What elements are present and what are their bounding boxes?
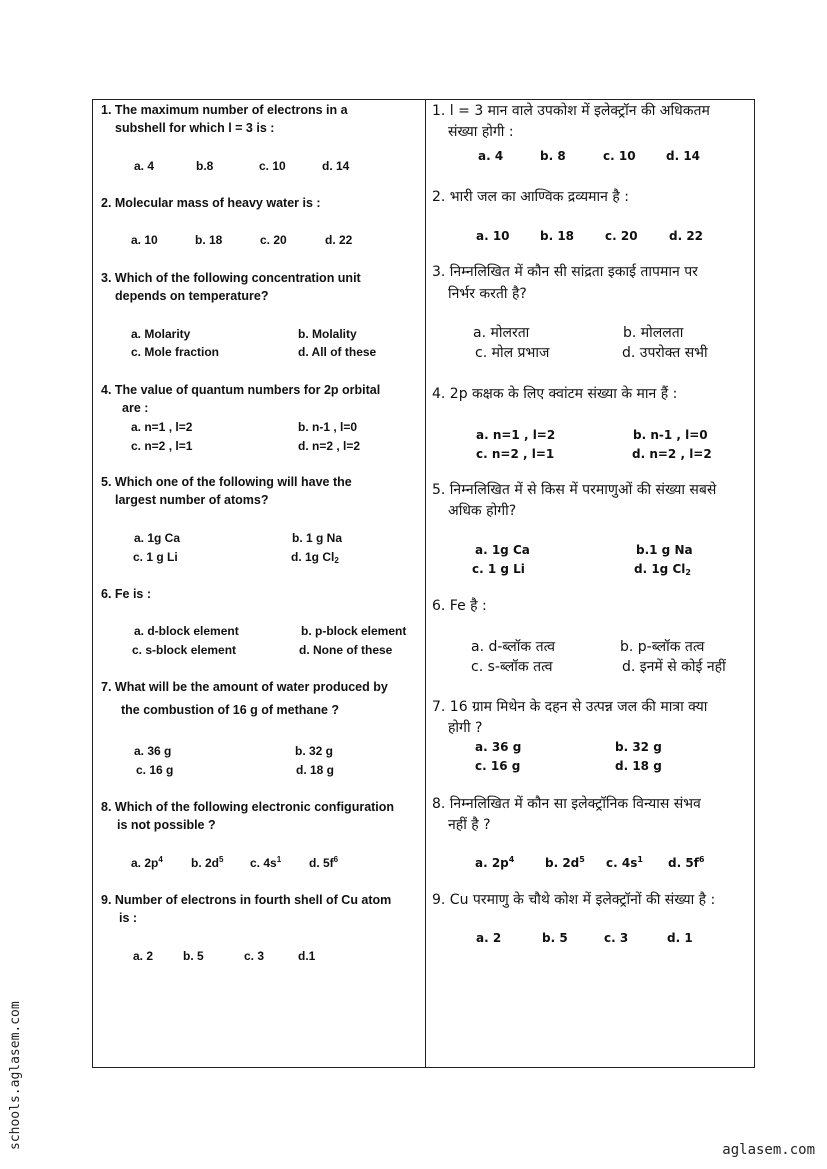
option-d: d. 18 g xyxy=(296,763,335,777)
question-2-text: 2. भारी जल का आण्विक द्रव्यमान है : xyxy=(432,189,629,205)
option-b: b.8 xyxy=(196,159,214,173)
option-d: d. All of these xyxy=(298,345,377,359)
option-a: a. n=1 , l=2 xyxy=(131,420,193,434)
option-c: c. 10 xyxy=(259,159,286,173)
option-a: a. 36 g xyxy=(475,740,522,754)
question-7-text: 7. What will be the amount of water produced by xyxy=(101,680,388,694)
option-a: a. 10 xyxy=(131,233,158,247)
option-a: a. 4 xyxy=(478,149,504,163)
question-1-text: 1. The maximum number of electrons in a xyxy=(101,103,348,117)
option-a: a. मोलरता xyxy=(473,325,530,341)
option-c: c. 1 g Li xyxy=(133,550,178,564)
option-b: b. 5 xyxy=(183,949,204,963)
option-b: b. 5 xyxy=(542,931,568,945)
question-7-text: 7. 16 ग्राम मिथेन के दहन से उत्पन्न जल की मात्रा क्या xyxy=(432,699,708,715)
option-c: c. n=2 , l=1 xyxy=(476,447,555,461)
option-d: d. $5f^6$ xyxy=(309,855,339,870)
question-2-text: 2. Molecular mass of heavy water is : xyxy=(101,196,321,210)
option-b: b.1 g Na xyxy=(636,543,693,557)
question-9-text-cont: is : xyxy=(119,911,138,925)
option-b: b. मोललता xyxy=(623,325,684,341)
option-a: a. n=1 , l=2 xyxy=(476,428,556,442)
option-c: c. 20 xyxy=(605,229,638,243)
column-divider xyxy=(425,100,426,1067)
question-3-text: 3. निम्नलिखित में कौन सी सांद्रता इकाई तापमान पर xyxy=(432,264,698,280)
option-b: b. p-block element xyxy=(301,624,407,638)
option-d: d. n=2 , l=2 xyxy=(632,447,712,461)
option-c: c. 3 xyxy=(244,949,265,963)
option-c: c. s-ब्लॉक तत्व xyxy=(471,659,553,675)
question-3-text-cont: निर्भर करती है? xyxy=(448,286,527,302)
option-d: d. उपरोक्त सभी xyxy=(622,345,708,361)
question-5-text-cont: largest number of atoms? xyxy=(115,493,269,507)
option-d: d. $5f^6$ xyxy=(668,855,705,870)
option-c: c. Mole fraction xyxy=(131,345,220,359)
option-a: a. $2p^4$ xyxy=(475,855,515,870)
option-b: b. 32 g xyxy=(295,744,334,758)
option-b: b. n-1 , l=0 xyxy=(298,420,358,434)
option-c: c. n=2 , l=1 xyxy=(131,439,193,453)
option-a: a. $2p^4$ xyxy=(131,855,163,870)
option-c: c. s-block element xyxy=(132,643,237,657)
question-8-text: 8. निम्नलिखित में कौन सा इलेक्ट्रॉनिक विन्यास संभव xyxy=(432,796,701,812)
side-watermark: schools.aglasem.com xyxy=(8,1001,23,1150)
question-5-text-cont: अधिक होगी? xyxy=(448,503,517,519)
option-a: a. 1g Ca xyxy=(134,531,181,545)
option-d: d. 14 xyxy=(322,159,350,173)
option-d: d. 14 xyxy=(666,149,701,163)
question-7-text-cont: the combustion of 16 g of methane ? xyxy=(121,703,340,717)
option-a: a. 2 xyxy=(476,931,502,945)
option-d: d. n=2 , l=2 xyxy=(298,439,361,453)
option-c: c. 16 g xyxy=(136,763,174,777)
option-a: a. 36 g xyxy=(134,744,172,758)
option-d: d. 18 g xyxy=(615,759,662,773)
option-c: c. $4s^1$ xyxy=(250,855,282,870)
question-8-text: 8. Which of the following electronic configuration xyxy=(101,800,395,814)
option-c: c. 3 xyxy=(604,931,629,945)
question-7-text-cont: होगी ? xyxy=(448,720,483,736)
option-d: d. 22 xyxy=(325,233,353,247)
question-1-text-cont: संख्या होगी : xyxy=(448,124,514,140)
option-a: a. Molarity xyxy=(131,327,191,341)
question-5-text: 5. निम्नलिखित में से किस में परमाणुओं की संख्या सबसे xyxy=(432,482,717,498)
option-c: c. 20 xyxy=(260,233,287,247)
question-8-text-cont: is not possible ? xyxy=(117,818,216,832)
question-4-text: 4. 2p कक्षक के लिए क्वांटम संख्या के मान हैं : xyxy=(432,386,678,402)
corner-watermark: aglasem.com xyxy=(722,1142,815,1158)
option-d: d. 1g $Cl_2$ xyxy=(291,550,339,565)
question-6-text: 6. Fe is : xyxy=(101,587,152,601)
option-b: b. p-ब्लॉक तत्व xyxy=(620,639,705,655)
option-a: a. 10 xyxy=(476,229,510,243)
option-d: d. 22 xyxy=(669,229,704,243)
option-c: c. 16 g xyxy=(475,759,521,773)
option-b: b. Molality xyxy=(298,327,357,341)
option-c: c. 10 xyxy=(603,149,636,163)
question-1-text: 1. l = 3 मान वाले उपकोश में इलेक्ट्रॉन की अधिकतम xyxy=(432,103,710,119)
option-a: a. 1g Ca xyxy=(475,543,530,557)
option-c: c. $4s^1$ xyxy=(606,855,643,870)
option-b: b. 18 xyxy=(195,233,223,247)
question-1-text-cont: subshell for which l = 3 is : xyxy=(115,121,275,135)
option-a: a. d-ब्लॉक तत्व xyxy=(471,639,556,655)
question-8-text-cont: नहीं है ? xyxy=(448,817,491,833)
option-b: b. 18 xyxy=(540,229,575,243)
option-b: b. 32 g xyxy=(615,740,662,754)
option-a: a. 4 xyxy=(134,159,155,173)
option-c: c. मोल प्रभाज xyxy=(475,345,550,361)
option-b: b. 8 xyxy=(540,149,566,163)
question-6-text: 6. Fe है : xyxy=(432,598,487,614)
question-3-text-cont: depends on temperature? xyxy=(115,289,269,303)
option-d: d. इनमें से कोई नहीं xyxy=(622,659,726,675)
question-sheet xyxy=(92,99,755,1068)
option-c: c. 1 g Li xyxy=(472,562,525,576)
option-a: a. d-block element xyxy=(134,624,239,638)
question-5-text: 5. Which one of the following will have the xyxy=(101,475,352,489)
option-d: d.1 xyxy=(298,949,316,963)
option-a: a. 2 xyxy=(133,949,154,963)
question-4-text-cont: are : xyxy=(122,401,149,415)
option-d: d. None of these xyxy=(299,643,393,657)
option-b: b. 1 g Na xyxy=(292,531,343,545)
option-b: b. $2d^5$ xyxy=(191,855,224,870)
option-b: b. $2d^5$ xyxy=(545,855,585,870)
question-4-text: 4. The value of quantum numbers for 2p orbital xyxy=(101,383,381,397)
option-b: b. n-1 , l=0 xyxy=(633,428,708,442)
question-9-text: 9. Cu परमाणु के चौथे कोश में इलेक्ट्रॉनों की संख्या है : xyxy=(432,892,716,908)
question-9-text: 9. Number of electrons in fourth shell of Cu atom xyxy=(101,893,392,907)
option-d: d. 1 xyxy=(667,931,693,945)
option-d: d. 1g $Cl_2$ xyxy=(634,562,691,577)
question-3-text: 3. Which of the following concentration unit xyxy=(101,271,361,285)
